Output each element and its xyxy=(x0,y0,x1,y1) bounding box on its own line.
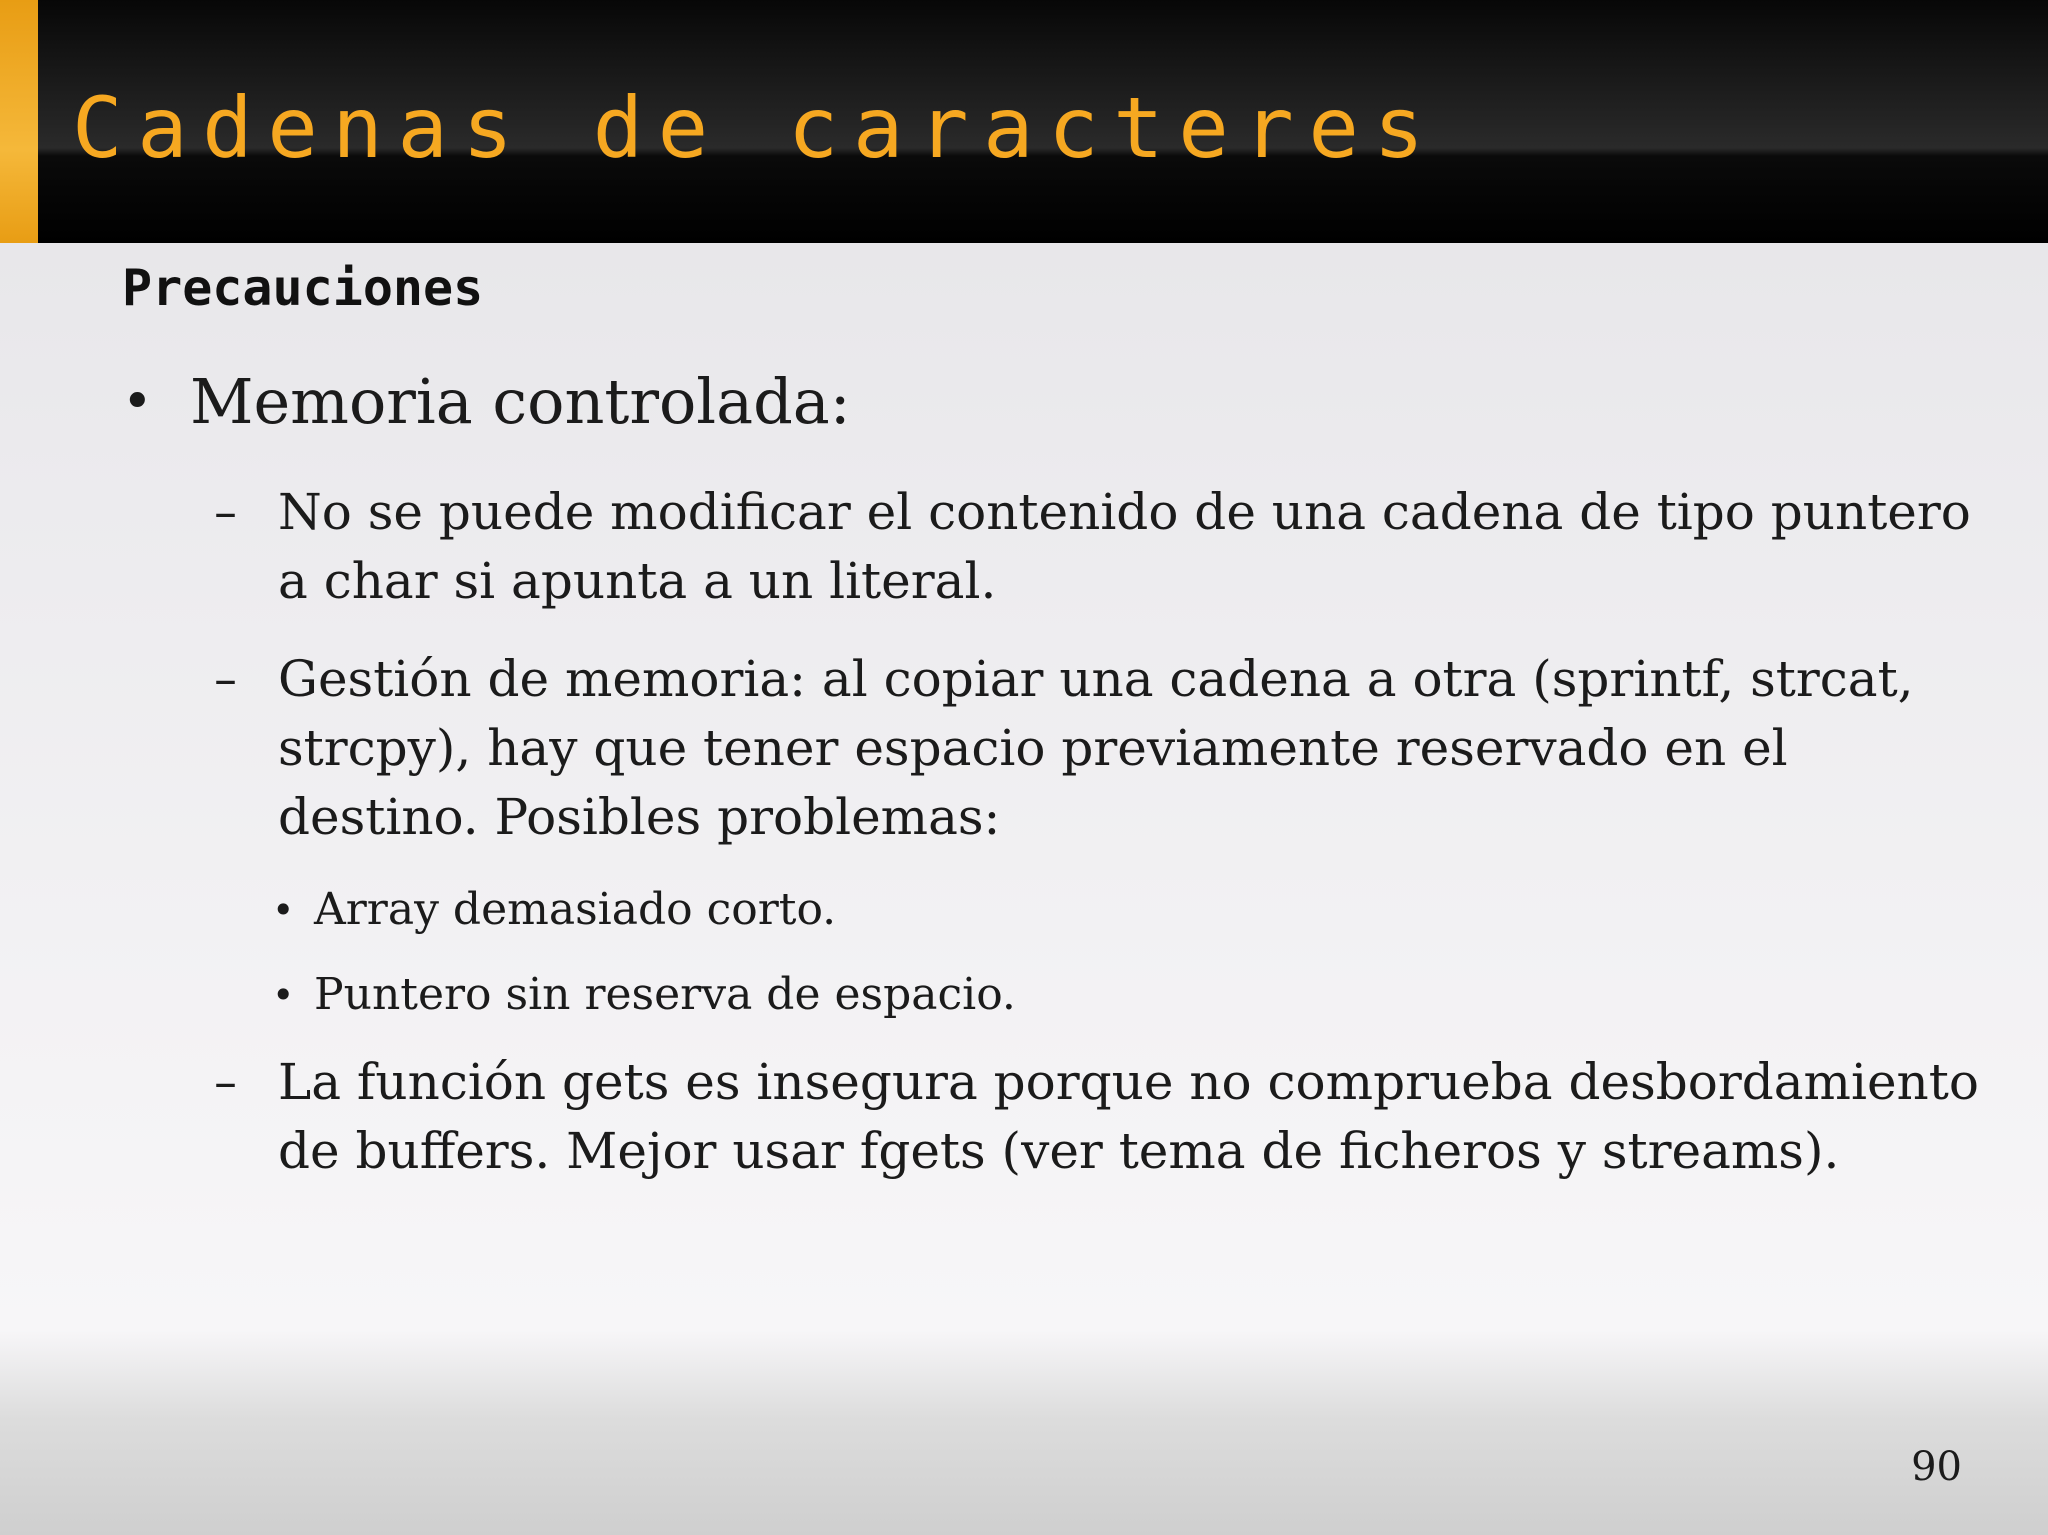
bullet-marker: • xyxy=(272,888,295,932)
bullet-text: Memoria controlada: xyxy=(190,365,851,438)
sub-bullet-line: No se puede modificar el contenido de una cadena de tipo puntero xyxy=(278,483,1971,541)
dash-marker: – xyxy=(214,1055,237,1109)
sub-bullet-line: de buffers. Mejor usar fgets (ver tema de ficheros y streams). xyxy=(278,1122,1840,1180)
sub-bullet-line: destino. Posibles problemas: xyxy=(278,788,1001,846)
bullet-marker: • xyxy=(272,973,295,1017)
sub-bullet-line: a char si apunta a un literal. xyxy=(278,552,997,610)
nested-item-puntero xyxy=(272,965,1016,1025)
sub-bullet-line: La función gets es insegura porque no comprueba desbordamiento xyxy=(278,1053,1979,1111)
sub-bullet-literal xyxy=(214,478,1971,616)
sub-bullet-line: strcpy), hay que tener espacio previamente reservado en el xyxy=(278,719,1788,777)
slide-header xyxy=(0,0,2048,243)
sub-bullet-line: Gestión de memoria: al copiar una cadena a otra (sprintf, strcat, xyxy=(278,650,1914,708)
slide-title: Cadenas de caracteres xyxy=(72,79,1439,177)
slide-subtitle: Precauciones xyxy=(122,259,484,317)
bullet-marker: • xyxy=(122,372,153,432)
nested-item-array xyxy=(272,880,837,940)
sub-bullet-gestion-memoria xyxy=(214,645,1914,852)
nested-item-text: Puntero sin reserva de espacio. xyxy=(314,969,1016,1020)
sub-bullet-gets xyxy=(214,1048,1979,1186)
page-number: 90 xyxy=(1911,1444,1962,1490)
nested-item-text: Array demasiado corto. xyxy=(314,884,837,935)
accent-bar xyxy=(0,0,38,243)
dash-marker: – xyxy=(214,652,237,706)
bullet-memoria-controlada xyxy=(122,361,851,443)
dash-marker: – xyxy=(214,485,237,539)
